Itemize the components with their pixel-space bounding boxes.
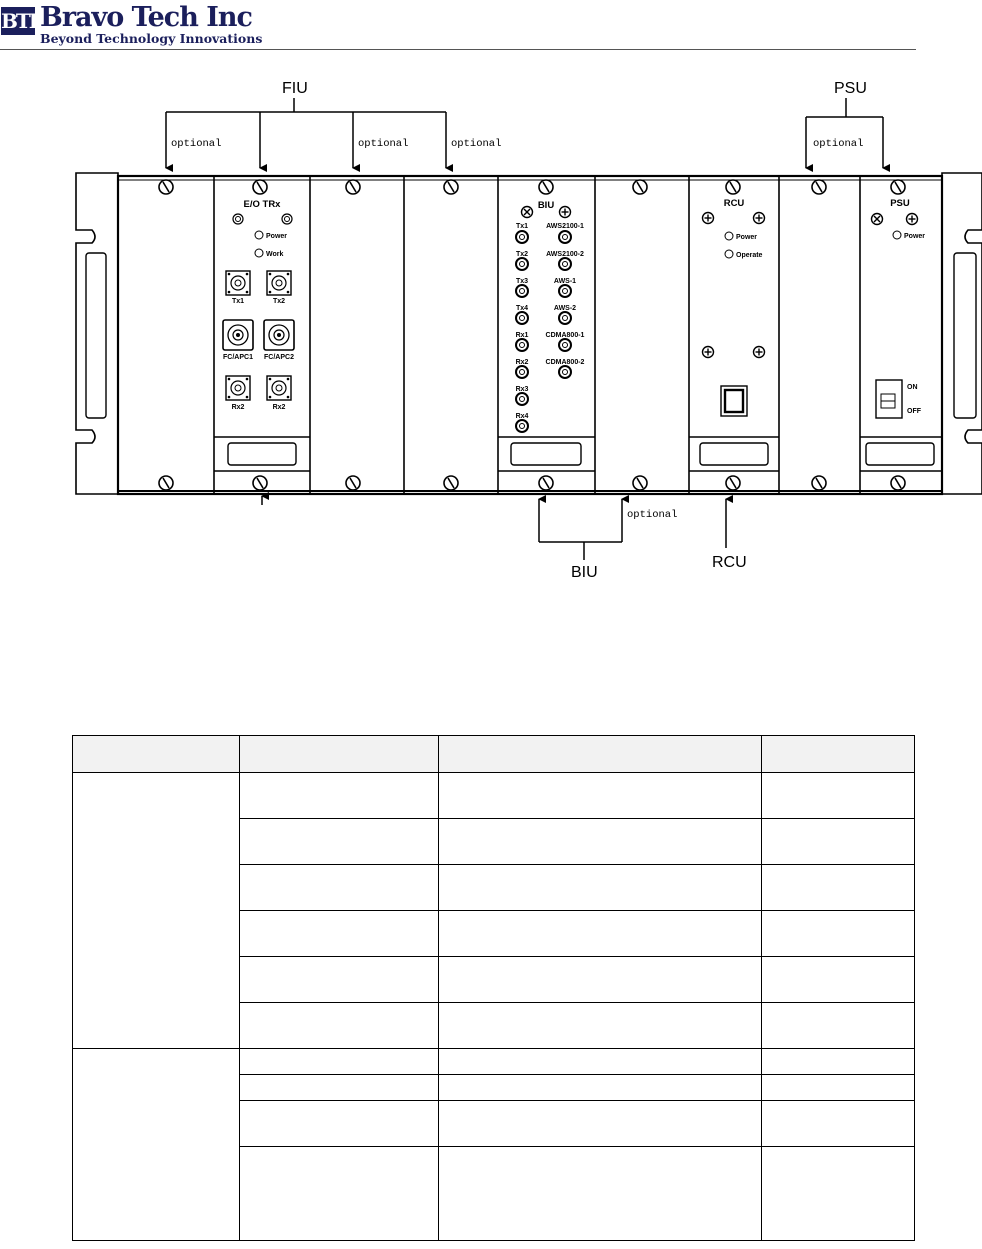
port-label: Rx2 — [272, 404, 286, 411]
rack-ear-right — [942, 173, 982, 494]
company-logo — [0, 2, 263, 46]
fiu-callout — [166, 80, 446, 168]
table-cell — [439, 957, 762, 1003]
fiu-led-work: Work — [266, 251, 284, 258]
port-label: FC/APC2 — [264, 354, 294, 361]
biu-port-label: Tx3 — [515, 278, 529, 285]
table-cell — [762, 819, 915, 865]
table-cell — [240, 819, 439, 865]
rcu-led-operate: Operate — [736, 252, 763, 259]
rcu-title: RCU — [723, 198, 745, 209]
table-cell — [439, 865, 762, 911]
table-cell — [439, 1003, 762, 1049]
table-cell — [762, 1075, 915, 1101]
psu-callout — [806, 80, 883, 168]
table-header-cell — [240, 736, 439, 773]
biu-port-label: Tx2 — [515, 251, 529, 258]
table-group-cell — [73, 773, 240, 1049]
optional-label: optional — [451, 138, 502, 150]
header-divider — [0, 49, 916, 50]
table-cell — [762, 773, 915, 819]
biu-port-label: Rx2 — [515, 359, 529, 366]
optional-label: optional — [358, 138, 409, 150]
company-tagline: Beyond Technology Innovations — [40, 31, 263, 46]
optional-label: optional — [813, 138, 864, 150]
table-cell — [240, 1147, 439, 1241]
table-cell — [439, 1049, 762, 1075]
psu-switch-on: ON — [907, 384, 918, 391]
port-label: Tx2 — [272, 298, 286, 305]
biu-port-label: Rx4 — [515, 413, 529, 420]
company-name: Bravo Tech Inc — [40, 2, 252, 33]
table-cell — [439, 1101, 762, 1147]
fiu-label: FIU — [282, 80, 308, 97]
table-cell — [240, 957, 439, 1003]
biu-title: BIU — [537, 200, 555, 211]
logo-badge: BTI — [1, 9, 37, 33]
biu-port-label: AWS2100-2 — [546, 251, 584, 258]
optional-label: optional — [171, 138, 222, 150]
table-row — [73, 1049, 915, 1075]
biu-port-label: Tx1 — [515, 223, 529, 230]
biu-port-label: CDMA800-1 — [545, 332, 585, 339]
rack-diagram — [0, 60, 982, 585]
biu-port-label: AWS-2 — [553, 305, 577, 312]
table-header-row — [73, 736, 915, 773]
table-cell — [240, 911, 439, 957]
optional-label: optional — [627, 509, 678, 521]
table-cell — [240, 1101, 439, 1147]
table-cell — [762, 1003, 915, 1049]
table-cell — [240, 773, 439, 819]
biu-port-label: AWS-1 — [553, 278, 577, 285]
rcu-led-power: Power — [736, 234, 758, 241]
biu-port-label: AWS2100-1 — [546, 223, 584, 230]
port-label: Rx2 — [231, 404, 245, 411]
biu-port-label: Rx3 — [515, 386, 529, 393]
table-cell — [439, 773, 762, 819]
port-label: FC/APC1 — [223, 354, 253, 361]
psu-led-power: Power — [904, 233, 926, 240]
table-cell — [439, 819, 762, 865]
fiu-title: E/O TRx — [243, 199, 281, 210]
table-cell — [762, 957, 915, 1003]
biu-port-label: CDMA800-2 — [545, 359, 585, 366]
biu-port-label: Rx1 — [515, 332, 529, 339]
spec-table — [72, 735, 915, 1241]
table-cell — [240, 1049, 439, 1075]
table-cell — [240, 865, 439, 911]
table-header-cell — [439, 736, 762, 773]
table-cell — [762, 865, 915, 911]
table-cell — [762, 911, 915, 957]
psu-label: PSU — [834, 80, 867, 97]
table-row — [73, 773, 915, 819]
table-cell — [762, 1147, 915, 1241]
table-header-cell — [73, 736, 240, 773]
rcu-callout — [712, 499, 747, 571]
psu-title: PSU — [890, 198, 910, 209]
table-cell — [439, 911, 762, 957]
biu-callout — [539, 499, 622, 581]
psu-switch-off: OFF — [907, 408, 921, 415]
fiu-led-power: Power — [266, 233, 288, 240]
table-cell — [439, 1075, 762, 1101]
table-group-cell — [73, 1049, 240, 1241]
biu-label: BIU — [571, 564, 598, 581]
table-cell — [762, 1049, 915, 1075]
table-header-cell — [762, 736, 915, 773]
rcu-label: RCU — [712, 554, 747, 571]
port-label: Tx1 — [231, 298, 245, 305]
biu-port-label: Tx4 — [515, 305, 529, 312]
table-cell — [762, 1101, 915, 1147]
rack-ear-left — [76, 173, 118, 494]
table-cell — [439, 1147, 762, 1241]
table-cell — [240, 1003, 439, 1049]
table-cell — [240, 1075, 439, 1101]
